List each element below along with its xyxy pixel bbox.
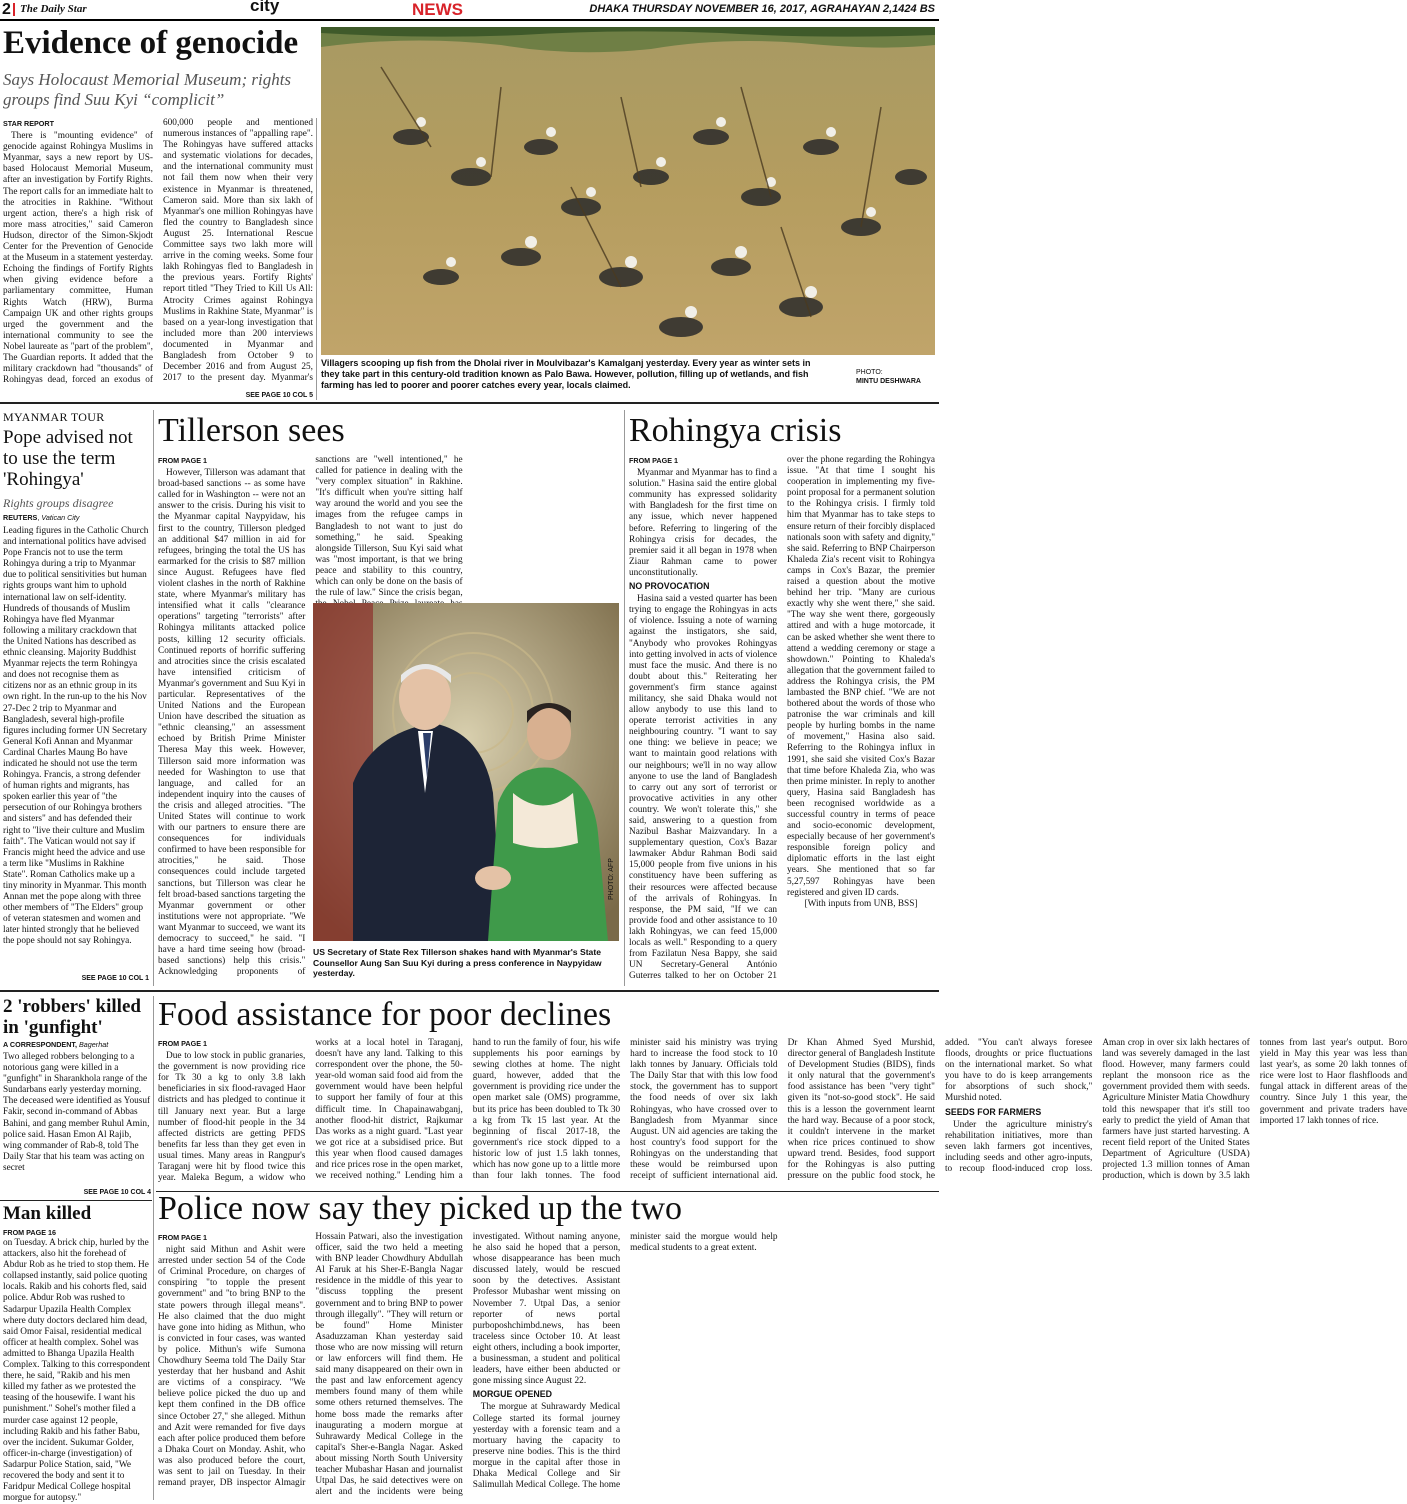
rohingya-inputs: [With inputs from UNB, BSS] (804, 898, 918, 909)
tillerson-photo (313, 603, 619, 941)
rohingya-body-a: Myanmar and Myanmar has to find a solution." Hasina said the entire global community has expressed solidarity with Bangladesh for the first time on any issue, which never happened before. Referring to lingering of the Rohingya crisis for decades, the premier said it all began in 1978 when Ziaur Rahman came to power unconstitutionally. (629, 468, 777, 578)
genocide-deck: Says Holocaust Memorial Museum; rights groups find Suu Kyi “complicit” (3, 70, 292, 109)
genocide-byline: STAR REPORT (3, 119, 54, 128)
rohingya-headline: Rohingya crisis (629, 412, 842, 449)
river-fishing-illustration (321, 27, 935, 355)
genocide-headline: Evidence of genocide (3, 25, 299, 61)
masthead-rule (0, 19, 939, 21)
police-from-page: FROM PAGE 1 (158, 1233, 207, 1242)
police-story (158, 1232, 935, 1500)
column-rule (624, 410, 625, 986)
rohingya-story (629, 455, 935, 985)
tillerson-photo-credit: PHOTO: AFP (608, 858, 615, 900)
genocide-body: There is "mounting evidence" of genocide against Rohingya Muslims in Myanmar, says a new report by US-based Holocaust Memorial Museum, after an investigation by Fortify Rights. The report calls for an immediate halt to the atrocities in Rakhine. "Without urgent action, there's a high risk of more mass atrocities," said Cameron Hudson, director of the Simon-Skjodt Center for the Prevention of Genocide at the Museum in a statement yesterday. Echoing the findings of Fortify Rights when giving evidence before a parliamentary committee, Human Rights Watch (HRW), Burma Campaign UK and other rights groups urged the government and the international community to see the Nobel laureate as "part of the problem", The Guardian reports. It added that the military crackdown had "thousands" of Rohingyas dead, forced an exodus of 600,000 people and mentioned numerous instances of "appalling rape". The Rohingyas have suffered attacks and systematic violations for decades, and the international community must not fail them now when their very existence in Myanmar is threatened, Cameron said. More than six lakh of Myanmar's one million Rohingyas have fled the country to Bangladesh since August 25. International Rescue Committee says two lakh more will arrive in the coming weeks. Some four lakh Rohingyas fled to Bangladesh in the previous years. Fortify Rights' report titled "They Tried to Kill Us All: Atrocity Crimes against Rohingya Muslims in Rakhine State, Myanmar" is based on a year-long investigation that included more than 200 interviews documented in Myanmar and Bangladesh from October 9 to December 2016 and from August 25, 2017 to the present day. Myanmar's (3, 118, 313, 386)
robbers-byline (3, 1040, 151, 1049)
fishing-credit-label: PHOTO: (856, 369, 883, 376)
page-number-divider (13, 3, 15, 16)
man-killed-headline: Man killed (3, 1203, 92, 1224)
man-killed-body: on Tuesday. A brick chip, hurled by the attackers, also hit the forehead of Abdur Rob as he tried to stop them. He collapsed instantly, said police quoting locals. Rakib and his cohorts fled, said police. Abdur Rob was rushed to Sadarpur Upazila Health Complex where duty doctors declared him dead, said Omor Faisal, residential medical officer at health complex. Sohel was admitted to Bhanga Upazila Health Complex. Talking to this correspondent there, he said, "Rakib and his men killed my father as we protested the teasing of the housewife. I want his punishment." Sohel's mother filed a murder case against 12 people, including Rakib and his father Babu, over the incident. Sukumar Golder, officer-in-charge (investigation) of Sadarpur Police Station, said, "We recovered the body and sent it to Faridpur Medical College hospital morgue for autopsy." (3, 1238, 151, 1504)
food-story (158, 1038, 1407, 1186)
pope-byline-dateline: Vatican City (41, 513, 80, 522)
fishing-caption: Villagers scooping up fish from the Dholai river in Moulvibazar's Kamalganj yesterday. Every year as winter sets in they take part in this century-old tradition known as Palo Bawa. However, pollution, filling up of wetlands, and fish farming has led to poorer and poorer catches every year, locals claimed. (321, 358, 811, 390)
section-label: NEWS (412, 0, 463, 19)
tillerson-caption: US Secretary of State Rex Tillerson shakes hand with Myanmar's State Counsellor Aung San Suu Kyi during a press conference in Naypyidaw yesterday. (313, 947, 602, 978)
pope-deck: Rights groups disagree (3, 496, 114, 510)
page-number: 2 (2, 1, 11, 18)
column-rule (153, 410, 154, 986)
food-body-a: Due to low stock in public granaries, the government is now providing rice for Tk 30 a kg to only 3.8 lakh beneficiaries in six flood-ravaged Haor districts and has pledged to continue it till January next year. But a large number of flood-hit people in the 34 affected districts are getting PFDS benefits far less than they get even in usual times. Many areas in Rangpur's Taraganj were hit by flood twice this year. Maleka Begum, a widow who works at a local hotel in Taraganj, doesn't have any land. Talking to this correspondent over the phone, the 50-year-old woman said food aid from the government would have been helpful to support her family of four at this difficult time. In Chapainawabganj, another flood-hit district, Rajkumar Das works as a night guard. "Last year we got rice at a subsidised price. But this year when flood caused damages and rice prices rose in the open market, we received nothing." Lending him a hand to run the family of four, his wife supplements his poor earnings by sewing clothes at home. The night guard, however, added that the government is providing rice under the open market sale (OMS) programme, but its price has been doubled to Tk 30 a kg from Tk 15 last year. At the beginning of fiscal 2017-18, the government's rice stock dipped to a historic low of just 1.5 lakh tonnes, which has now gone up to a little more than four lakh tonnes. The food minister said his ministry was trying hard to increase the food stock to 10 lakh tonnes by January. Officials told The Daily Star that with this low food stock, the government has to support the food needs of over six lakh Rohingyas, who have crossed over to Bangladesh from Myanmar since August. UN aid agencies are taking the host country's food support for the Rohingyas on the understanding that these would be reimbursed upon receipt of sufficient international aid. Dr Khan Ahmed Syed Murshid, director general of Bangladesh Institute of Development Studies (BIDS), finds it only natural that the government's food assistance has been "very tight" given its "not-so-good stock". He said this is a lesson the government learnt the hard way. Because of a poor stock, it couldn't intervene in the market when rice prices continued to show upward trend. Besides, food support for the Rohingyas is also putting pressure on the public food stock, he added. "You can't always foresee floods, droughts or price fluctuations on the international market. So what you have to do is keep arrangements for absorptions of such shock," Murshid noted. (158, 1038, 1093, 1184)
food-subhead: SEEDS FOR FARMERS (944, 1106, 1042, 1117)
section-rule (0, 990, 939, 992)
pope-byline: REUTERS, Vatican City (3, 513, 80, 522)
pope-headline: Pope advised not to use the term 'Rohingya' (3, 427, 133, 490)
tillerson-from-page: FROM PAGE 1 (158, 456, 207, 465)
police-subhead: MORGUE OPENED (472, 1389, 552, 1400)
pope-byline-agency: REUTERS (3, 513, 38, 522)
robbers-body: Two alleged robbers belonging to a notorious gang were killed in a "gunfight" in Sharankhola range of the Sundarbans early yesterday morning. The deceased were identified as Yousuf Fakir, second in-command of Abbas Bahini, and gang member Ruhul Amin, police said. Hasan Emon Al Rajib, wing commander of Rab-8, told The Daily Star that his team was acting on secret (3, 1052, 151, 1173)
fishing-credit-name: MINTU DESHWARA (856, 378, 921, 385)
food-body-b: Under the agriculture ministry's rehabilitation initiatives, more than seven lakh farmers got incentives, including seeds and other agro-inputs, to recoup flood-induced crop loss. Aman crop in over six lakh hectares of land was severely damaged in the last flood. However, many farmers could replant the monsoon rice as the government provided them with seeds. Agriculture Minister Matia Chowdhury told this newspaper that it's still too early to predict the yield of Aman that farmers have just started harvesting. A recent field report of the United States Department of Agriculture (USDA) projected 1.3 million tonnes of Aman production, which is down by 3.5 lakh tonnes from last year's output. Boro yield in May this year was less than last year's, as some 20 lakh tonnes of rice were lost to Haor flashfloods and fungal attack in different areas of the country. Since July 1 this year, the government and private traders have imported 17 lakh tonnes of rice. (944, 1038, 1407, 1182)
column-rule (153, 996, 154, 1500)
pope-body: Leading figures in the Catholic Church and international politics have advised Pope Francis not to use the term Rohingya during a trip to Myanmar due to political sensitivities but human rights groups want him to uphold international law on self-identity. Hundreds of thousands of Muslim Rohingya have fled Myanmar following a military crackdown that the United Nations has described as ethnic cleansing. Majority Buddhist Myanmar rejects the term Rohingya and does not recognise them as citizens nor as an ethnic group in its own right. In the run-up to the his Nov 27-Dec 2 trip to Myanmar and Bangladesh, several high-profile figures including former UN Secretary General Kofi Annan and Myanmar Cardinal Charles Maung Bo have indicated he should not use the term Rohingya. Francis, a strong defender of human rights and migrants, has spoken earlier this year of "the persecution of our Rohingya brothers and sisters" and has defended their right to "live their culture and Muslim faith". The Vatican would not say if Francis might heed the advice and use a term like "Muslims in Rakhine State". Roman Catholics make up a tiny minority in Myanmar. This month Annan met the pope along with three other members of "The Elders" group of veteran statesmen and women and later hinted strongly that he believed the pope should not say Rohingya. (3, 526, 149, 947)
rohingya-subhead: NO PROVOCATION (629, 581, 710, 592)
fishing-credit (856, 368, 921, 386)
genocide-story (3, 118, 313, 400)
food-headline: Food assistance for poor declines (158, 996, 612, 1033)
tillerson-headline: Tillerson sees (158, 412, 345, 449)
man-killed-from-page: FROM PAGE 16 (3, 1228, 56, 1237)
handshake-illustration (313, 603, 619, 941)
section-rule (0, 1200, 152, 1201)
rohingya-body-b: Hasina said a vested quarter has been trying to engage the Rohingyas in acts of violence. Issuing a note of warning against the instigators, she said, "Anybody who provokes Rohingyas into getting involved in acts of violence must face the music. And there is no doubt about this." Reiterating her government's firm stance against militancy, she said Dhaka would not allow anybody to use this land to operate terrorist activities in any neighbouring country. "I want to say one thing: we believe in peace; we want to maintain good relations with our neighbours; we'll in no way allow anyone to use the land of Bangladesh to carry out any sort of terrorist or provocative activities in any other country. We won't tolerate this," she said, answering to a question from Nazibul Bashar Maizvandary. In a supplementary question, Cox's Bazar lawmaker Abdur Rahman Bodi said 15,000 people from five unions in his constituency have been suffering as their resources were affected because of the arrivals of Rohingyas. In response, the PM said, "If we can provide food and other assistance to 10 lakh Rohingyas, we can feed 15,000 locals as well." Responding to a query from Fazilatun Nesa Bappy, she said UN Secretary-General António Guterres talked to her on October 21 over the phone regarding the Rohingya issue. "At that time I sought his cooperation in implementing my five-point proposal for a permanent solution to the Rohingya crisis. I firmly told him that Myanmar has to take steps to ensure return of their forcibly displaced nationals soon with safety and dignity," she said. Referring to BNP Chairperson Khaleda Zia's recent visit to Rohingya camps in Cox's Bazar, the premier raised a question about the motive behind her trip. "Many are curious exactly why she went there," she said. "The way she went there, gorgeously attired and with a huge motorcade, it can be asked whether she went there to attend a wedding ceremony or stage a showdown." Pointing to Khaleda's allegation that the government failed to address the Rohingya crisis, the PM lambasted the BNP chief. "We are not bothered about the words of those who patronise the war criminals and kill people by hurling bombs in the name of movement," Hasina also said. Referring to the Rohingya influx in 1991, she said she visited Cox's Bazar that time before Khaleda Zia, who was then prime minister. In reply to another query, Hasina said Bangladesh has been recognised worldwide as a successful country in terms of peace and socio-economic development, especially because of her government's responsible foreign policy and diplomatic efforts in the last eight years. She mentioned that so far 5,27,597 Rohingyas have been registered and given ID cards. (629, 455, 935, 982)
police-body-b: The morgue at Suhrawardy Medical College started its formal journey yesterday with a forensic team and a mortuary having the capacity to preserve nine bodies. This is the third morgue in the capital after those in Dhaka Medical College and Sir Salimullah Medical College. The home minister said the morgue would help medical students to a great extent. (472, 1232, 778, 1491)
police-headline: Police now say they picked up the two (158, 1190, 683, 1227)
rohingya-from-page: FROM PAGE 1 (629, 456, 678, 465)
fishing-photo (321, 27, 935, 355)
robbers-continued: SEE PAGE 10 COL 4 (83, 1189, 151, 1196)
food-from-page: FROM PAGE 1 (158, 1039, 207, 1048)
section-name: city (250, 0, 280, 15)
tillerson-body: However, Tillerson was adamant that broad-based sanctions -- as some have called for in Washington -- were not an answer to the crisis. During his visit to the Myanmar capital Naypyidaw, his first to the country, Tillerson pledged an additional $47 million in aid for refugees, bringing the total the US has earmarked for the crisis to $87 million since August. Refugees have fled violent clashes in the north of Rakhine state, where Myanmar's military has intensified what it calls "clearance operations" targeting "terrorists" after Rohingya militants attacked police posts, killing 12 security officials. Continued reports of horrific suffering and atrocities since the crisis escalated have intensified criticism of Myanmar's government and Suu Kyi in particular. Representatives of the United Nations and the European Union have described the situation as "ethnic cleansing," an assessment echoed by British Prime Minister Theresa May this week. However, Tillerson said more information was needed for Washington to use that language, and called for an independent inquiry into the causes of the crisis and alleged atrocities. "The United States will continue to work with our partners to ensure there are consequences for individuals confirmed to have been responsible for atrocities," he said. Those consequences could include targeted sanctions, but Tillerson was clear he felt broad-based sanctions targeting the Myanmar government or other institutions were not appropriate. "We want Myanmar to succeed, we want its democracy to succeed," he said. "I have a hard time seeing how (broad-based sanctions) help this crisis." Acknowledging proponents of sanctions are "well intentioned," he called for patience in dealing with the "very complex situation" in Rakhine. "It's difficult when you're sitting half way around the world and you see the images from the refugee camps in Bangladesh to not want to just do something," he said. Speaking alongside Tillerson, Suu Kyi said what was "most important, is that we bring peace and stability to this country, which can only be done on the basis of the rule of law." Since the crisis began, (158, 455, 463, 978)
genocide-continued: SEE PAGE 10 COL 5 (245, 392, 313, 399)
robbers-byline-author: A CORRESPONDENT, (3, 1040, 78, 1049)
pope-continued: SEE PAGE 10 COL 1 (81, 975, 149, 982)
section-rule (0, 402, 939, 404)
column-rule (316, 118, 317, 400)
dateline: DHAKA THURSDAY NOVEMBER 16, 2017, AGRAHAYAN 2,1424 BS (589, 3, 935, 15)
pope-kicker: MYANMAR TOUR (3, 410, 105, 424)
robbers-headline: 2 'robbers' killed in 'gunfight' (3, 996, 141, 1038)
paper-name: The Daily Star (20, 3, 87, 15)
police-body-a: night said Mithun and Ashit were arrested under section 54 of the Code of Criminal Procedure, on charges of conspiring "to topple the present government" and "to bring BNP to the state powers through illegal means". He also claimed that the duo might have gone into hiding as Mithun, who is convicted in four cases, was wanted by police. Mithun's wife Sumona Chowdhury Seema told The Daily Star yesterday that her husband and Ashit are victims of a conspiracy. "We believe police picked the duo up and kept them confined in the DB office since October 27," she alleged. Mithun and Azit were remanded for five days each after police produced them before a Dhaka Court on Monday. Ashit, who was also produced before the court, was sent to jail on Tuesday. In their remand prayer, DB inspector Almagir Hossain Patwari, also the investigation officer, said the two held a meeting with BNP leader Chowdhury Abdullah Al Faruk at his Sher-E-Bangla Nagar residence in the middle of this year to "discuss toppling the present government and to bring BNP to power through illegally". "They will return or be found" Home Minister Asaduzzaman Khan yesterday said those who are now missing will return or law enforcers will find them. He said many disappeared on their own in the past and law enforcement agency members found many of them while some others returned themselves. The home boss made the remarks after inaugurating a modern morgue at Suhrawardy Medical College in the capital's Sher-e-Bangla Nagar. Asked about missing North South University teacher Mubashar Hasan and journalist Utpal Das, he said detectives were on alert and the incidents were being investigated. Without naming anyone, he also said he hoped that a person, whose disappearance has been much discussed lately, would be rescued soon by the detectives. Assistant Professor Mubashar went missing on November 7. Utpal Das, a senior reporter of news portal purboposhchimbd.news, has been traceless since October 10. At least eight others, including a book importer, a businessman, a student and political leaders, have either been abducted or gone missing since August 22. (158, 1232, 621, 1498)
robbers-byline-dateline: Bagerhat (79, 1040, 109, 1049)
masthead (0, 0, 939, 20)
